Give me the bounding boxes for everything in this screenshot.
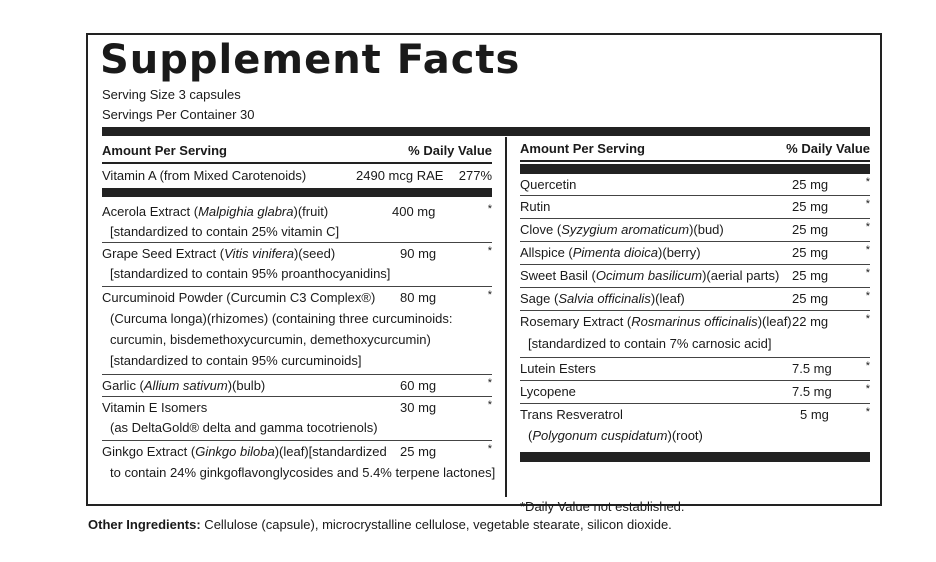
nutrient-amount: 25 mg xyxy=(792,291,829,306)
row-allspice: Allspice (Pimenta dioica)(berry) 25 mg * xyxy=(520,242,870,265)
section-bar xyxy=(102,188,492,197)
supplement-facts-panel xyxy=(86,33,882,514)
left-column xyxy=(102,137,496,487)
nutrient-dv: * xyxy=(865,267,870,279)
row-quercetin: Quercetin 25 mg * xyxy=(520,174,870,196)
nutrient-dv: * xyxy=(865,244,870,256)
row-grape-seed: Grape Seed Extract (Vitis vinifera)(seed) [standardized to contain 95% proanthocyanidins] 90 mg * xyxy=(102,243,492,287)
row-clove: Clove (Syzygium aromaticum)(bud) 25 mg * xyxy=(520,219,870,242)
nutrient-dv: * xyxy=(865,360,870,372)
other-ingredients-label: Other Ingredients: xyxy=(88,517,201,532)
row-lycopene: Lycopene 7.5 mg * xyxy=(520,381,870,404)
row-acerola: Acerola Extract (Malpighia glabra)(fruit) [standardized to contain 25% vitamin C] 400 mg * xyxy=(102,197,492,243)
servings-per-container: Servings Per Container 30 xyxy=(102,107,255,122)
row-lutein-esters: Lutein Esters 7.5 mg * xyxy=(520,358,870,381)
nutrient-dv: * xyxy=(865,383,870,395)
nutrient-amount: 30 mg xyxy=(400,400,437,415)
nutrient-amount: 90 mg xyxy=(400,246,437,261)
nutrient-dv: * xyxy=(865,290,870,302)
amount-per-serving-label: Amount Per Serving xyxy=(102,143,227,158)
nutrient-amount: 25 mg xyxy=(792,199,829,214)
nutrient-amount: 60 mg xyxy=(400,378,437,393)
daily-value-label: % Daily Value xyxy=(786,141,870,156)
other-ingredients xyxy=(88,517,672,532)
nutrient-dv: * xyxy=(865,198,870,210)
column-divider xyxy=(505,137,507,497)
nutrient-amount: 25 mg xyxy=(792,177,829,192)
daily-value-label: % Daily Value xyxy=(408,143,492,158)
right-column xyxy=(520,137,870,514)
nutrient-dv: * xyxy=(865,406,870,418)
nutrient-dv: * xyxy=(487,289,492,301)
other-ingredients-text: Cellulose (capsule), microcrystalline cellulose, vegetable stearate, silicon dioxide. xyxy=(200,517,672,532)
nutrient-dv: * xyxy=(487,399,492,411)
nutrient-amount: 80 mg xyxy=(400,290,437,305)
nutrient-amount: 5 mg xyxy=(800,407,829,422)
nutrient-dv: * xyxy=(865,221,870,233)
left-header xyxy=(102,137,492,164)
panel-title: Supplement Facts xyxy=(100,37,521,83)
nutrient-label: Vitamin A (from Mixed Carotenoids) xyxy=(102,168,307,183)
nutrient-amount: 25 mg xyxy=(792,222,829,237)
nutrient-amount: 7.5 mg xyxy=(792,384,832,399)
row-garlic: Garlic (Allium sativum)(bulb) 60 mg * xyxy=(102,375,492,397)
header-bar xyxy=(102,127,870,136)
row-ginkgo: Ginkgo Extract (Ginkgo biloba)(leaf)[standardized to contain 24% ginkgoflavonglycosides and 5.4% terpene lactones] 25 mg * xyxy=(102,443,496,480)
nutrient-amount: 2490 mcg RAE xyxy=(356,168,444,183)
nutrient-amount: 22 mg xyxy=(792,314,829,329)
footer-bar xyxy=(520,452,870,462)
nutrient-dv: * xyxy=(487,245,492,257)
nutrient-dv: * xyxy=(487,203,492,215)
row-rosemary: Rosemary Extract (Rosmarinus officinalis)(leaf) [standardized to contain 7% carnosic acid] 22 mg * xyxy=(520,311,870,358)
row-vitamin-a xyxy=(102,164,492,188)
row-curcuminoid: Curcuminoid Powder (Curcumin C3 Complex®) (Curcuma longa)(rhizomes) (containing three curcuminoids: curcumin, bisdemethoxycurcumin, demethoxycurcumin) [standardized to contain 95% curcuminoids] 80 mg * xyxy=(102,287,492,375)
daily-value-footnote: *Daily Value not established. xyxy=(520,499,685,514)
nutrient-amount: 7.5 mg xyxy=(792,361,832,376)
row-rutin: Rutin 25 mg * xyxy=(520,196,870,219)
nutrient-dv: * xyxy=(865,176,870,188)
row-sweet-basil: Sweet Basil (Ocimum basilicum)(aerial parts) 25 mg * xyxy=(520,265,870,288)
nutrient-amount: 25 mg xyxy=(792,245,829,260)
nutrient-dv: * xyxy=(487,443,492,455)
section-bar xyxy=(520,164,870,174)
serving-size: Serving Size 3 capsules xyxy=(102,87,241,102)
row-trans-resveratrol: Trans Resveratrol (Polygonum cuspidatum)(root) 5 mg * xyxy=(520,406,870,443)
row-sage: Sage (Salvia officinalis)(leaf) 25 mg * xyxy=(520,288,870,311)
nutrient-dv: * xyxy=(487,377,492,389)
nutrient-dv: * xyxy=(865,313,870,325)
right-header xyxy=(520,137,870,162)
nutrient-amount: 25 mg xyxy=(792,268,829,283)
nutrient-amount: 25 mg xyxy=(400,444,437,459)
nutrient-amount: 400 mg xyxy=(392,204,436,219)
nutrient-dv: 277% xyxy=(458,168,492,183)
row-vitamin-e: Vitamin E Isomers (as DeltaGold® delta and gamma tocotrienols) 30 mg * xyxy=(102,397,492,441)
amount-per-serving-label: Amount Per Serving xyxy=(520,141,645,156)
